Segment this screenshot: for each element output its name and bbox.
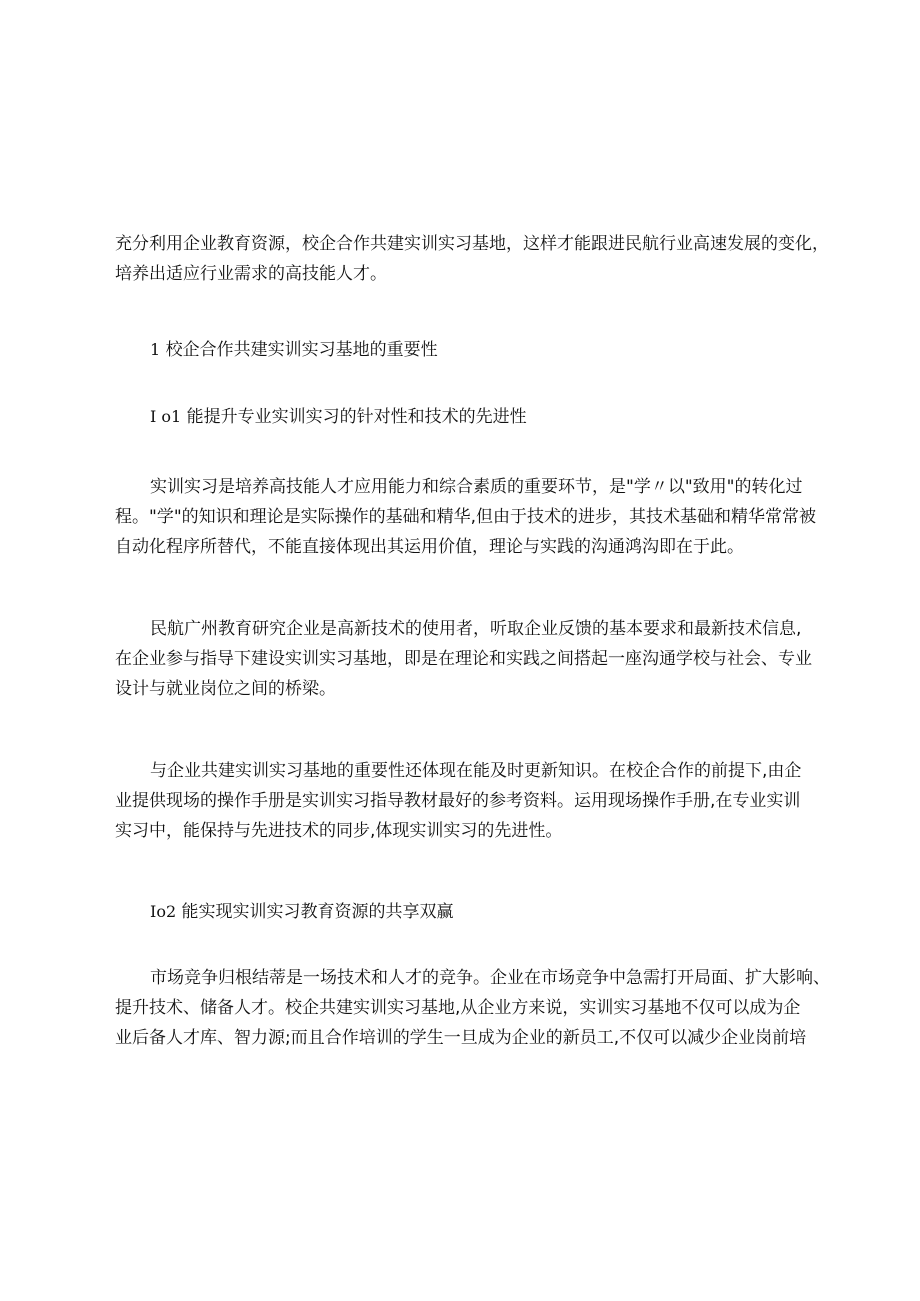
text-line: 业提供现场的操作手册是实训实习指导教材最好的参考资料。运用现场操作手册,在专业实训 (115, 791, 801, 811)
section-title: 校企合作共建实训实习基地的重要性 (165, 340, 438, 360)
subsection-title: 能实现实训实习教育资源的共享双赢 (181, 902, 454, 922)
text-line: 程。"学"的知识和理论是实际操作的基础和精华,但由于技术的进步，其技术基础和精华常常被 (115, 507, 817, 527)
paragraph-2 (115, 614, 810, 704)
text-line: 实习中，能保持与先进技术的同步,体现实训实习的先进性。 (115, 821, 563, 841)
subsection-number: Io2 (150, 902, 177, 921)
subsection-number: I o1 (150, 407, 182, 426)
text-line: 实训实习是培养高技能人才应用能力和综合素质的重要环节，是"学〃以"致用"的转化过 (150, 477, 803, 497)
text-line: 培养出适应行业需求的高技能人才。 (115, 264, 387, 284)
section-heading-1 (150, 335, 438, 365)
subsection-heading-1-2 (150, 897, 454, 927)
text-line: 与企业共建实训实习基地的重要性还体现在能及时更新知识。在校企合作的前提下,由企 (150, 761, 802, 781)
section-number: 1 (150, 340, 161, 359)
text-line: 提升技术、储备人才。校企共建实训实习基地,从企业方来说，实训实习基地不仅可以成为企 (115, 998, 801, 1018)
intro-paragraph (115, 229, 829, 289)
text-line: 设计与就业岗位之间的桥梁。 (115, 679, 336, 699)
subsection-title: 能提升专业实训实习的针对性和技术的先进性 (186, 407, 527, 427)
text-line: 市场竞争归根结蒂是一场技术和人才的竞争。企业在市场竞争中急需打开局面、扩大影响、 (150, 968, 830, 988)
text-line: 自动化程序所替代，不能直接体现出其运用价值，理论与实践的沟通鸿沟即在于此。 (115, 537, 744, 557)
subsection-heading-1-1 (150, 402, 527, 432)
paragraph-4 (115, 963, 830, 1053)
text-line: 在企业参与指导下建设实训实习基地，即是在理论和实践之间搭起一座沟通学校与社会、专业 (115, 649, 812, 669)
paragraph-3 (115, 756, 810, 846)
paragraph-1 (115, 472, 817, 562)
text-line: 业后备人才库、智力源;而且合作培训的学生一旦成为企业的新员工,不仅可以减少企业岗前培 (115, 1028, 807, 1048)
text-line: 充分利用企业教育资源，校企合作共建实训实习基地，这样才能跟进民航行业高速发展的变化， (115, 234, 829, 254)
text-line: 民航广州教育研究企业是高新技术的使用者，听取企业反馈的基本要求和最新技术信息, (150, 619, 802, 639)
